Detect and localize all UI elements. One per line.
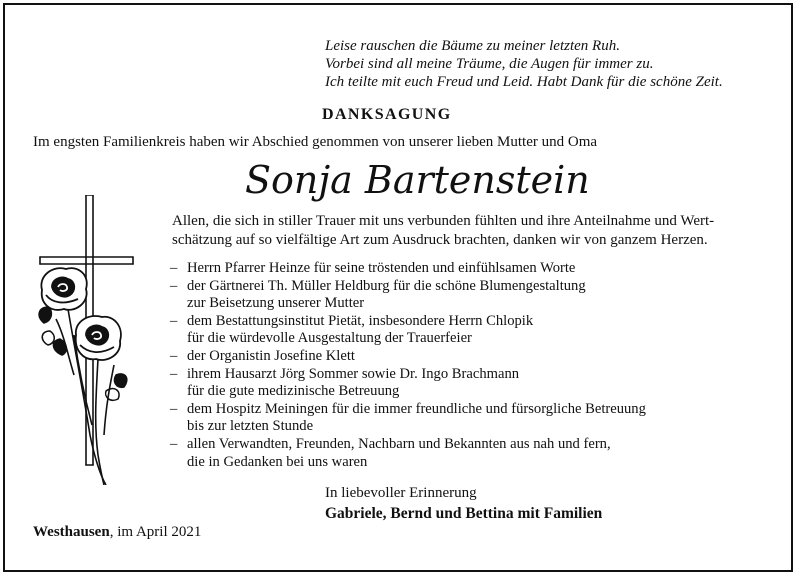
- memory-line: In liebevoller Erinnerung: [325, 485, 477, 501]
- list-item-continuation: die in Gedanken bei uns waren: [187, 453, 368, 470]
- list-item-text: dem Hospitz Meiningen für die immer freundliche und fürsorgliche Betreuung: [187, 400, 646, 417]
- list-item: [170, 348, 646, 366]
- signers: Gabriele, Bernd und Bettina mit Familien: [325, 505, 603, 522]
- intro-text: Im engsten Familienkreis haben wir Abschied genommen von unserer lieben Mutter und Oma: [33, 134, 598, 150]
- poem-line: Leise rauschen die Bäume zu meiner letzten Ruh.: [325, 38, 620, 54]
- list-dash: –: [170, 400, 178, 417]
- place-date: [33, 524, 201, 541]
- thanks-paragraph: [172, 212, 714, 250]
- list-dash: –: [170, 260, 178, 276]
- list-item-continuation: für die gute medizinische Betreuung: [187, 383, 400, 400]
- list-item: [170, 260, 646, 278]
- deceased-name: Sonja Bartenstein: [245, 158, 590, 202]
- list-item: [170, 313, 646, 348]
- poem-line: Ich teilte mit euch Freud und Leid. Habt Dank für die schöne Zeit.: [325, 74, 723, 90]
- list-item: [170, 436, 646, 471]
- list-item: [170, 366, 646, 401]
- list-item-text: Herrn Pfarrer Heinze für seine tröstenden und einfühlsamen Worte: [187, 260, 576, 276]
- cross-with-roses-icon: [34, 195, 144, 485]
- list-dash: –: [170, 277, 178, 294]
- list-item-continuation: bis zur letzten Stunde: [187, 418, 314, 435]
- list-item: [170, 401, 646, 436]
- list-item-text: allen Verwandten, Freunden, Nachbarn und Bekannten aus nah und fern,: [187, 435, 611, 452]
- thanks-line: Allen, die sich in stiller Trauer mit uns verbunden fühlten und ihre Anteilnahme und Wert-: [172, 213, 715, 229]
- date-text: , im April 2021: [109, 524, 202, 540]
- thanks-line: schätzung auf so vielfältige Art zum Ausdruck brachten, danken wir von ganzem Herzen.: [172, 232, 708, 248]
- thanks-list: [170, 260, 646, 471]
- list-item-text: der Organistin Josefine Klett: [187, 347, 355, 364]
- list-dash: –: [170, 365, 178, 382]
- list-item-text: der Gärtnerei Th. Müller Heldburg für die schöne Blumengestaltung: [187, 277, 586, 294]
- place-name: Westhausen: [33, 524, 110, 540]
- poem-line: Vorbei sind all meine Träume, die Augen für immer zu.: [325, 56, 654, 72]
- page-title: DANKSAGUNG: [322, 106, 452, 123]
- list-dash: –: [170, 435, 178, 452]
- list-item: [170, 278, 646, 313]
- list-dash: –: [170, 347, 178, 364]
- list-item-continuation: zur Beisetzung unserer Mutter: [187, 295, 365, 312]
- list-item-text: dem Bestattungsinstitut Pietät, insbesondere Herrn Chlopik: [187, 312, 534, 329]
- list-dash: –: [170, 312, 178, 329]
- list-item-text: ihrem Hausarzt Jörg Sommer sowie Dr. Ingo Brachmann: [187, 365, 520, 382]
- list-item-continuation: für die würdevolle Ausgestaltung der Trauerfeier: [187, 330, 472, 347]
- poem: [325, 37, 723, 91]
